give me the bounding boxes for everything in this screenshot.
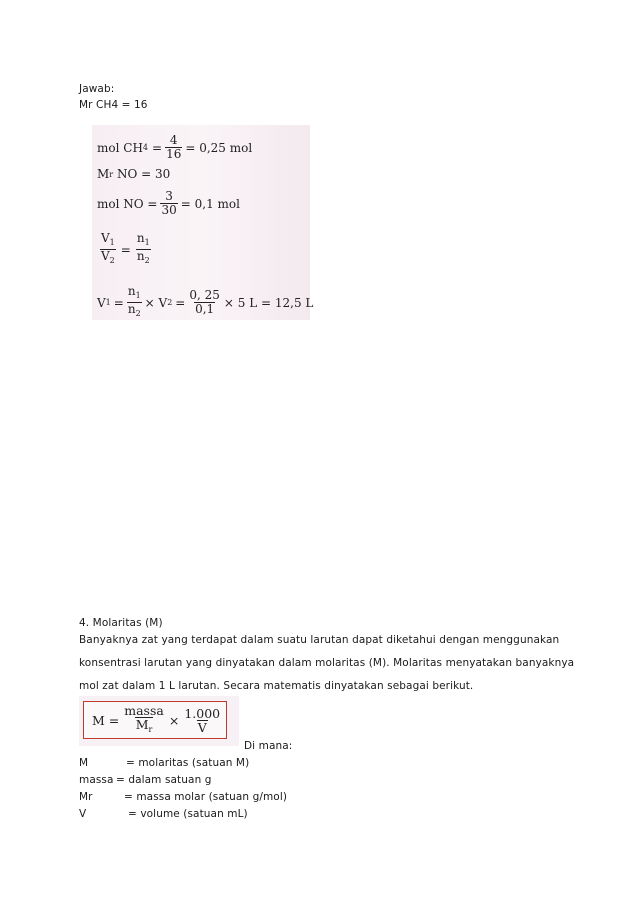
fraction: $\frac{V_1}{V_2}$ <box>101 231 115 265</box>
def-desc-massa: = dalam satuan g <box>116 774 212 786</box>
def-sym-mr: Mr <box>79 791 93 803</box>
fraction: $\frac{\text{massa}}{M_r}$ <box>124 703 164 734</box>
def-sym-v: V <box>79 808 87 820</box>
mole-volume-equation-image <box>92 125 314 320</box>
fraction: $\frac{n_1}{n_2}$ <box>136 231 150 265</box>
fraction: $\frac{n_1}{n_2}$ <box>127 284 141 318</box>
eq-row-mol-no: mol NO = $\frac{3}{30}$ = 0,1 mol <box>97 189 240 217</box>
section-title: 4. Molaritas (M) <box>79 617 163 629</box>
fraction: $\frac{4}{16}$ <box>166 133 182 161</box>
def-sym-massa: massa <box>79 774 114 786</box>
eq-row-mr-no: M r NO = 30 <box>97 167 171 181</box>
fraction: $\frac{3}{30}$ <box>161 189 177 217</box>
def-sym-m: M <box>79 757 89 769</box>
def-desc-v: = volume (satuan mL) <box>128 808 248 820</box>
answer-label: Jawab: <box>79 83 115 95</box>
eq-row-v1-result: V 1 = $\frac{n_1}{n_2}$ × V 2 = $\frac{0, 25}{0,1}$ × 5 L = 12,5 L <box>97 284 314 318</box>
fraction: $\frac{1.000}{V}$ <box>184 705 221 735</box>
molarity-formula-image: M = $\frac{\text{massa}}{M_r}$ × $\frac{1.000}{V}$ <box>79 696 239 746</box>
def-desc-mr: = massa molar (satuan g/mol) <box>124 791 288 803</box>
eq-row-ratio: $\frac{V_1}{V_2}$ = $\frac{n_1}{n_2}$ <box>101 231 150 265</box>
paragraph: Banyaknya zat yang terdapat dalam suatu larutan dapat diketahui dengan menggunakan konsentrasi larutan yang dinyatakan dalam molaritas (M). Molaritas menyatakan banyaknya mol zat dalam 1 L larutan. Secara matematis dinyatakan sebagai berikut. <box>79 634 575 692</box>
mr-ch4-text: Mr CH4 = 16 <box>79 99 148 111</box>
fraction: $\frac{0, 25}{0,1}$ <box>189 288 220 316</box>
eq-row-mol-ch4: mol CH 4 = $\frac{4}{16}$ = 0,25 mol <box>97 133 253 161</box>
where-label: Di mana: <box>244 740 293 752</box>
def-desc-m: = molaritas (satuan M) <box>126 757 250 769</box>
